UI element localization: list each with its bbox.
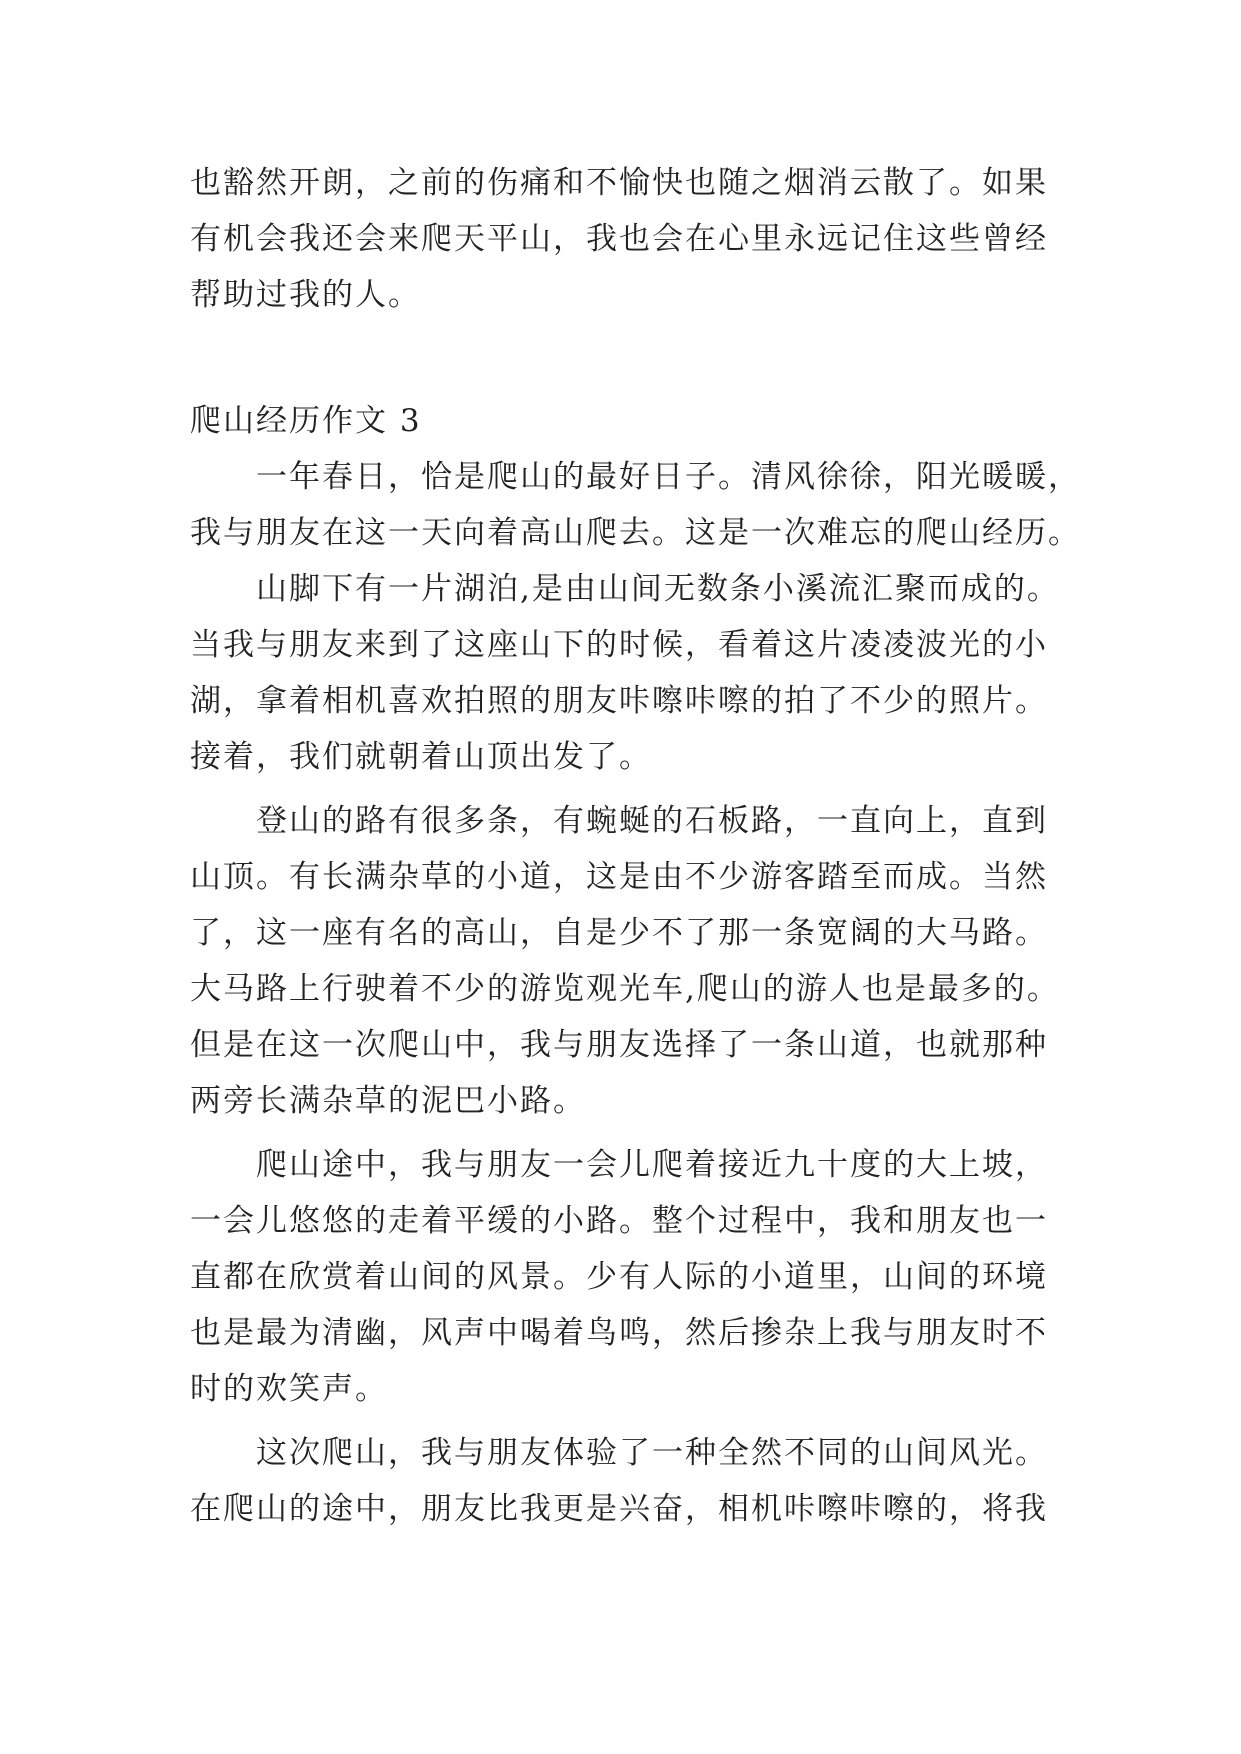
section-title: 爬山经历作文 3	[190, 403, 422, 439]
paragraph-gap	[190, 323, 1090, 393]
text-line: 山顶。有长满杂草的小道，这是由不少游客踏至而成。当然	[190, 859, 1048, 895]
text-line: 但是在这一次爬山中，我与朋友选择了一条山道，也就那种	[190, 1027, 1048, 1063]
text-line: 两旁长满杂草的泥巴小路。	[190, 1083, 586, 1119]
document-body	[190, 155, 1090, 1537]
text-line: 这次爬山，我与朋友体验了一种全然不同的山间风光。	[256, 1435, 1048, 1471]
text-line: 当我与朋友来到了这座山下的时候，看着这片凌凌波光的小	[190, 627, 1048, 663]
text-line: 大马路上行驶着不少的游览观光车,爬山的游人也是最多的。	[190, 971, 1060, 1007]
text-line: 爬山途中，我与朋友一会儿爬着接近九十度的大上坡，	[256, 1147, 1048, 1183]
text-line: 接着，我们就朝着山顶出发了。	[190, 739, 652, 775]
paragraph-3	[190, 793, 1090, 1129]
paragraph-1	[190, 449, 1090, 561]
paragraph-2	[190, 561, 1090, 785]
paragraph-5	[190, 1425, 1090, 1537]
text-line: 一会儿悠悠的走着平缓的小路。整个过程中，我和朋友也一	[190, 1203, 1048, 1239]
paragraph-gap	[190, 785, 1090, 793]
text-line: 湖，拿着相机喜欢拍照的朋友咔嚓咔嚓的拍了不少的照片。	[190, 683, 1048, 719]
text-line: 也是最为清幽，风声中喝着鸟鸣，然后掺杂上我与朋友时不	[190, 1315, 1048, 1351]
paragraph-gap	[190, 1417, 1090, 1425]
text-line: 我与朋友在这一天向着高山爬去。这是一次难忘的爬山经历。	[190, 515, 1081, 551]
text-line: 山脚下有一片湖泊,是由山间无数条小溪流汇聚而成的。	[256, 571, 1060, 607]
text-line: 帮助过我的人。	[190, 277, 421, 313]
text-line: 也豁然开朗，之前的伤痛和不愉快也随之烟消云散了。如果	[190, 165, 1048, 201]
paragraph-gap	[190, 1129, 1090, 1137]
text-line: 登山的路有很多条，有蜿蜒的石板路，一直向上，直到	[256, 803, 1048, 839]
text-line: 了，这一座有名的高山，自是少不了那一条宽阔的大马路。	[190, 915, 1048, 951]
intro-paragraph	[190, 155, 1090, 323]
text-line: 一年春日，恰是爬山的最好日子。清风徐徐，阳光暖暖，	[256, 459, 1081, 495]
text-line: 有机会我还会来爬天平山，我也会在心里永远记住这些曾经	[190, 221, 1048, 257]
paragraph-4	[190, 1137, 1090, 1417]
text-line: 在爬山的途中，朋友比我更是兴奋，相机咔嚓咔嚓的，将我	[190, 1491, 1048, 1527]
text-line: 时的欢笑声。	[190, 1371, 388, 1407]
text-line: 直都在欣赏着山间的风景。少有人际的小道里，山间的环境	[190, 1259, 1048, 1295]
